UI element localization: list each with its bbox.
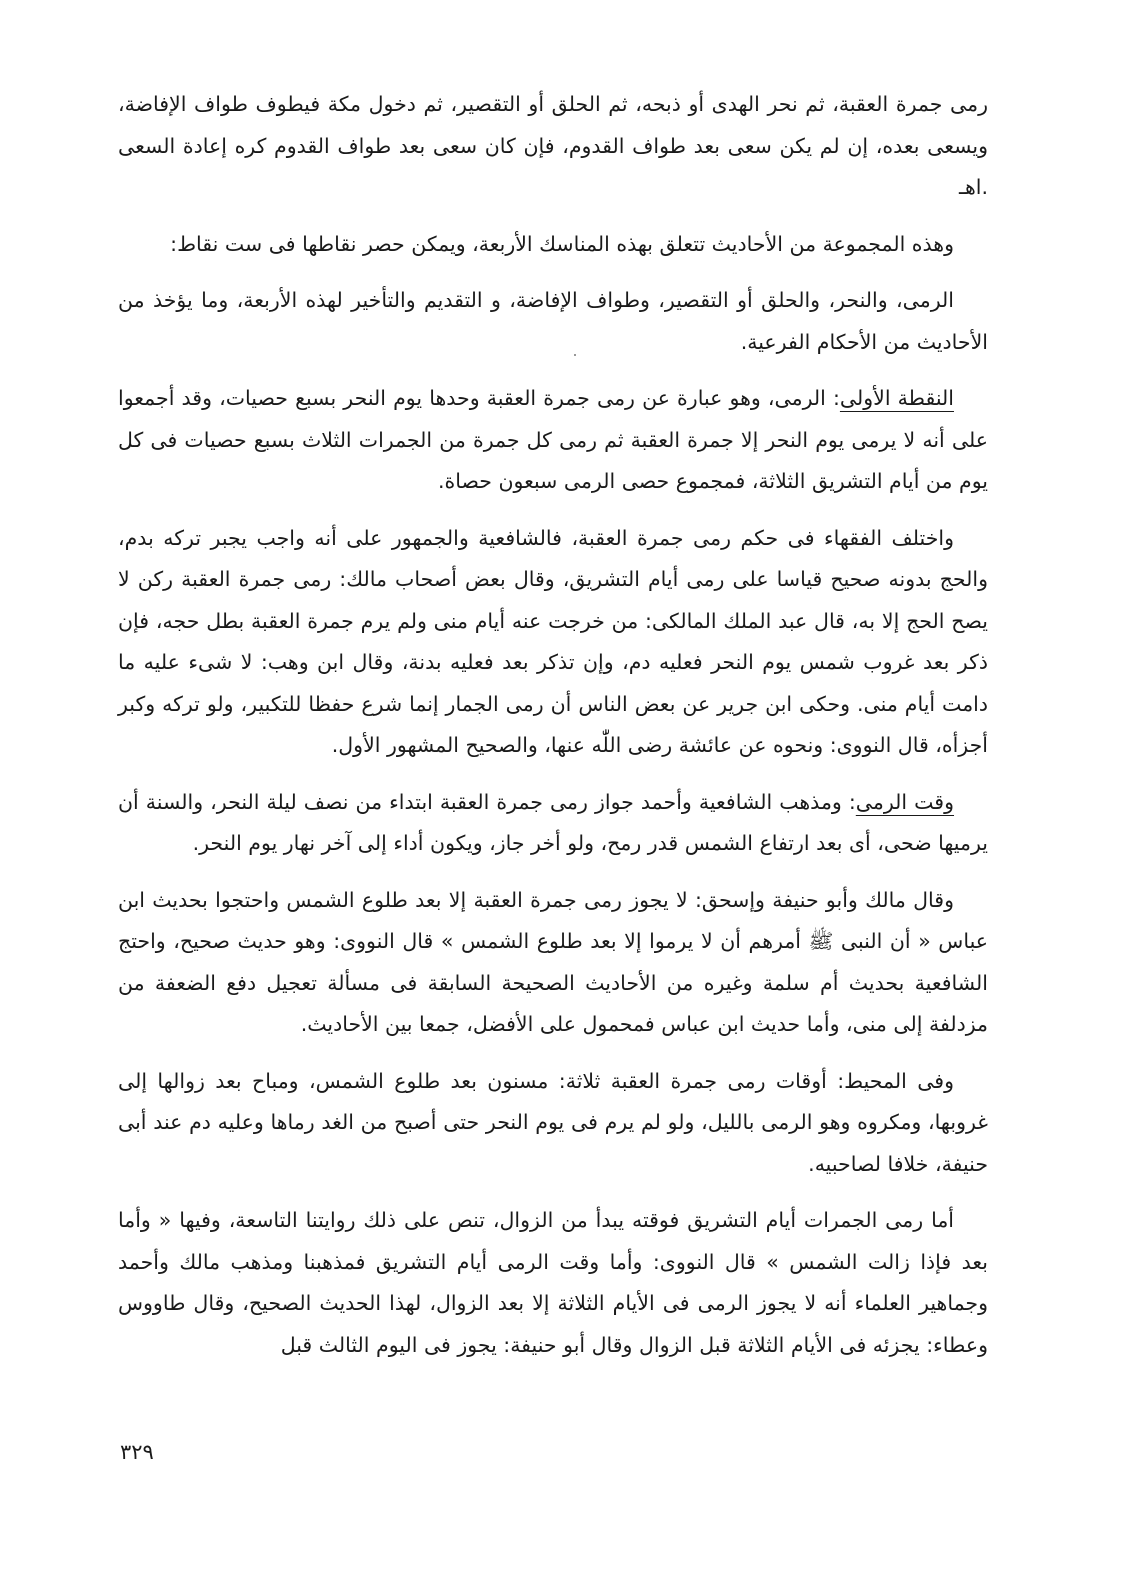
section-heading-time-of-stoning: وقت الرمى bbox=[855, 789, 955, 814]
page-number: ٣٢٩ bbox=[120, 1440, 154, 1464]
paragraph-7: وقال مالك وأبو حنيفة وإسحق: لا يجوز رمى جمرة العقبة إلا بعد طلوع الشمس واحتجوا بحديث ابن عباس « أن النبى ﷺ أمرهم أن لا يرموا إلا بعد طلوع الشمس » قال النووى: وهو حديث صحيح، واحتج الشافعية بحديث أم سلمة وغيره من الأحاديث الصحيحة السابقة فى مسألة تعجيل دفع الضعفة من مزدلفة إلى منى، وأما حديث ابن عباس فمحمول على الأفضل، جمعا بين الأحاديث. bbox=[118, 887, 988, 1036]
page-body bbox=[118, 84, 988, 1381]
paragraph-6 bbox=[118, 782, 988, 865]
paragraph-2: وهذه المجموعة من الأحاديث تتعلق بهذه المناسك الأربعة، ويمكن حصر نقاطها فى ست نقاط: bbox=[170, 231, 954, 256]
paragraph-4 bbox=[118, 378, 988, 503]
paragraph-9: أما رمى الجمرات أيام التشريق فوقته يبدأ من الزوال، تنص على ذلك روايتنا التاسعة، وفيها « وأما بعد فإذا زالت الشمس » قال النووى: وأما وقت الرمى أيام التشريق فمذهبنا ومذهب مالك وأحمد وجماهير العلماء أنه لا يجوز الرمى فى الأيام الثلاثة إلا بعد الزوال، لهذا الحديث الصحيح، وقال طاووس وعطاء: يجزئه فى الأيام الثلاثة قبل الزوال وقال أبو حنيفة: يجوز فى اليوم الثالث قبل bbox=[118, 1208, 988, 1357]
paragraph-5: واختلف الفقهاء فى حكم رمى جمرة العقبة، فالشافعية والجمهور على أنه واجب يجبر تركه بدم، والحج بدونه صحيح قياسا على رمى أيام التشريق، وقال بعض أصحاب مالك: رمى جمرة العقبة ركن لا يصح الحج إلا به، قال عبد الملك المالكى: من خرجت عنه أيام منى ولم يرم جمرة العقبة بطل حجه، فإن ذكر بعد غروب شمس يوم النحر فعليه دم، وإن تذكر بعد فعليه بدنة، وقال ابن وهب: لا شىء عليه ما دامت أيام منى. وحكى ابن جرير عن بعض الناس أن رمى الجمار إنما شرع حفظا للتكبير، ولو تركه وكبر أجزأه، قال النووى: ونحوه عن عائشة رضى اللّٰه عنها، والصحيح المشهور الأول. bbox=[118, 525, 988, 757]
paragraph-4-body: : الرمى، وهو عبارة عن رمى جمرة العقبة وحدها يوم النحر بسبع حصيات، وقد أجمعوا على أنه لا يرمى يوم النحر إلا جمرة العقبة ثم رمى كل جمرة من الجمرات الثلاث بسبع حصيات فى كل يوم من أيام التشريق الثلاثة، فمجموع حصى الرمى سبعون حصاة. bbox=[118, 386, 988, 493]
paragraph-6-body: : ومذهب الشافعية وأحمد جواز رمى جمرة العقبة ابتداء من نصف ليلة النحر، والسنة أن يرميها ضحى، أى بعد ارتفاع الشمس قدر رمح، ولو أخر جاز، ويكون أداء إلى آخر نهار يوم النحر. bbox=[118, 789, 988, 855]
paragraph-8: وفى المحيط: أوقات رمى جمرة العقبة ثلاثة: مسنون بعد طلوع الشمس، ومباح بعد زوالها إلى غروبها، ومكروه وهو الرمى بالليل، ولو لم يرم فى يوم النحر حتى أصبح من الغد رماها وعليه دم عند أبى حنيفة، خلافا لصاحبيه. bbox=[118, 1068, 988, 1176]
paragraph-3: الرمى، والنحر، والحلق أو التقصير، وطواف الإفاضة، و التقديم والتأخير لهذه الأربعة، وما يؤخذ من الأحاديث من الأحكام الفرعية. bbox=[118, 288, 988, 354]
paragraph-1: رمى جمرة العقبة، ثم نحر الهدى أو ذبحه، ثم الحلق أو التقصير، ثم دخول مكة فيطوف طواف الإفاضة، ويسعى بعده، إن لم يكن سعى بعد طواف القدوم، فإن كان سعى بعد طواف القدوم كره إعادة السعى .اهـ bbox=[118, 92, 988, 199]
scan-speck bbox=[574, 354, 576, 356]
section-heading-first-point: النقطة الأولى bbox=[839, 386, 954, 410]
